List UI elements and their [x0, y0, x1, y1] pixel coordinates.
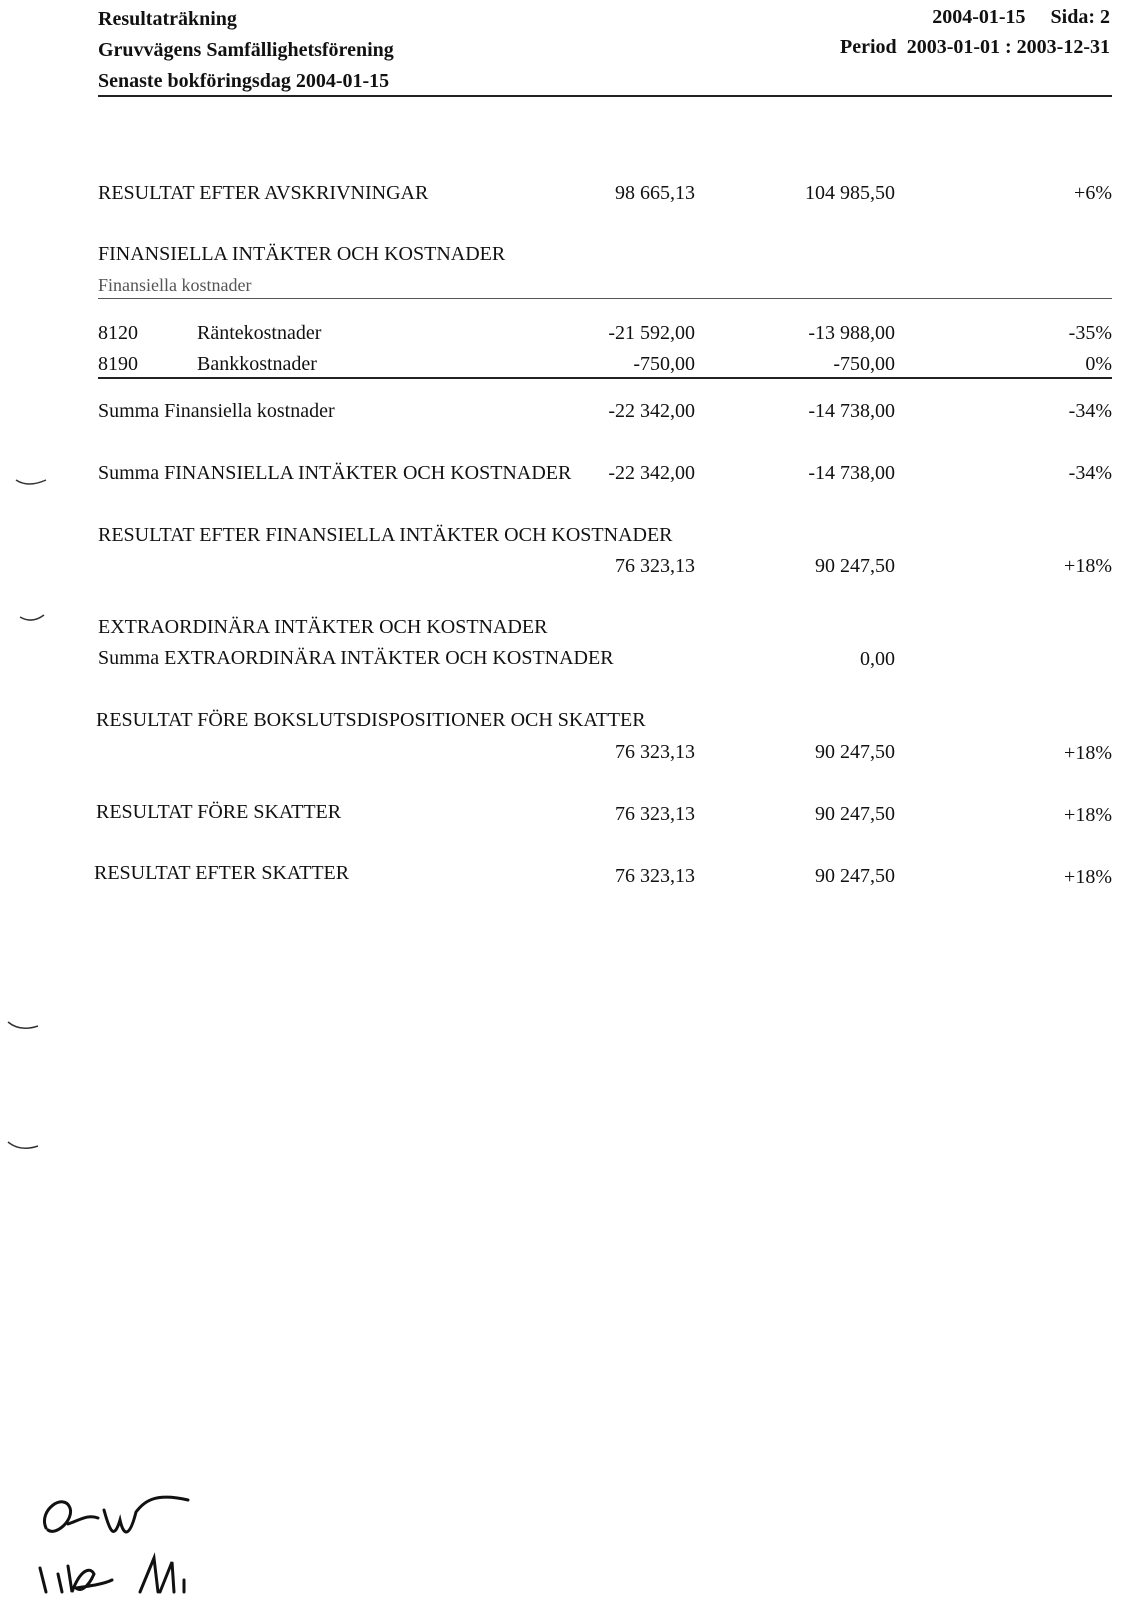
- account-8190-label: Bankkostnader: [197, 353, 317, 375]
- result-before-tax-value-current: 76 323,13: [615, 803, 695, 825]
- period-value: 2003-01-01 : 2003-12-31: [906, 36, 1110, 58]
- row-result-after-depreciation-label: RESULTAT EFTER AVSKRIVNINGAR: [98, 182, 429, 204]
- organization-name: Gruvvägens Samfällighetsförening: [98, 39, 394, 61]
- period-label: Period: [840, 36, 897, 58]
- last-booking-line: [98, 70, 389, 93]
- last-booking-label: Senaste bokföringsdag: [98, 70, 291, 92]
- sum-financial-costs-value-previous: -14 738,00: [808, 400, 895, 422]
- account-8120-code: 8120: [98, 322, 138, 344]
- result-after-financial-value-current: 76 323,13: [615, 555, 695, 577]
- result-after-financial-percent: +18%: [1064, 555, 1112, 577]
- extraordinary-section-heading: EXTRAORDINÄRA INTÄKTER OCH KOSTNADER: [98, 616, 548, 638]
- margin-mark: [18, 612, 48, 626]
- result-before-dispositions-value-current: 76 323,13: [615, 741, 695, 763]
- print-date-page-line: [932, 6, 1110, 29]
- row-result-after-depreciation-percent: +6%: [1074, 182, 1112, 204]
- last-booking-date: 2004-01-15: [295, 70, 390, 92]
- sum-extraordinary-value-previous: 0,00: [860, 648, 895, 670]
- sum-financial-total-value-previous: -14 738,00: [808, 462, 895, 484]
- print-date: 2004-01-15: [932, 6, 1026, 28]
- result-before-tax-label: RESULTAT FÖRE SKATTER: [96, 801, 342, 823]
- result-before-dispositions-label: RESULTAT FÖRE BOKSLUTSDISPOSITIONER OCH SKATTER: [96, 709, 646, 731]
- result-after-financial-value-previous: 90 247,50: [815, 555, 895, 577]
- sum-financial-total-percent: -34%: [1068, 462, 1112, 484]
- row-result-after-depreciation-value-previous: 104 985,50: [805, 182, 895, 204]
- header-divider: [98, 95, 1112, 97]
- sum-financial-total-label: Summa FINANSIELLA INTÄKTER OCH KOSTNADER: [98, 462, 572, 484]
- account-8120-label: Räntekostnader: [197, 322, 322, 344]
- account-8190-code: 8190: [98, 353, 138, 375]
- account-8190-percent: 0%: [1085, 353, 1112, 375]
- accounts-divider: [98, 377, 1112, 379]
- result-before-tax-percent: +18%: [1064, 804, 1112, 826]
- result-after-tax-percent: +18%: [1064, 866, 1112, 888]
- report-title: Resultaträkning: [98, 8, 237, 30]
- result-after-tax-label: RESULTAT EFTER SKATTER: [94, 862, 350, 884]
- sum-financial-costs-value-current: -22 342,00: [608, 400, 695, 422]
- result-after-tax-value-current: 76 323,13: [615, 865, 695, 887]
- account-8190-value-current: -750,00: [633, 353, 695, 375]
- result-after-tax-value-previous: 90 247,50: [815, 865, 895, 887]
- financial-section-heading: FINANSIELLA INTÄKTER OCH KOSTNADER: [98, 243, 506, 265]
- margin-mark: [6, 1018, 40, 1034]
- subheading-divider: [98, 298, 1112, 299]
- result-before-dispositions-value-previous: 90 247,50: [815, 741, 895, 763]
- margin-mark: [14, 476, 50, 490]
- sum-financial-total-value-current: -22 342,00: [608, 462, 695, 484]
- account-8190-value-previous: -750,00: [833, 353, 895, 375]
- sum-financial-costs-label: Summa Finansiella kostnader: [98, 400, 335, 422]
- account-8120-value-current: -21 592,00: [608, 322, 695, 344]
- financial-costs-subheading: Finansiella kostnader: [98, 275, 252, 295]
- result-before-dispositions-percent: +18%: [1064, 742, 1112, 764]
- margin-mark: [6, 1138, 40, 1154]
- result-after-financial-label: RESULTAT EFTER FINANSIELLA INTÄKTER OCH KOSTNADER: [98, 524, 673, 546]
- account-8120-percent: -35%: [1068, 322, 1112, 344]
- account-8120-value-previous: -13 988,00: [808, 322, 895, 344]
- page-label: Sida:: [1050, 6, 1095, 28]
- period-line: [840, 36, 1110, 59]
- sum-extraordinary-label: Summa EXTRAORDINÄRA INTÄKTER OCH KOSTNADER: [98, 647, 614, 669]
- row-result-after-depreciation-value-current: 98 665,13: [615, 182, 695, 204]
- signature-initials: [28, 1480, 198, 1600]
- result-before-tax-value-previous: 90 247,50: [815, 803, 895, 825]
- page-number: 2: [1100, 6, 1110, 28]
- sum-financial-costs-percent: -34%: [1068, 400, 1112, 422]
